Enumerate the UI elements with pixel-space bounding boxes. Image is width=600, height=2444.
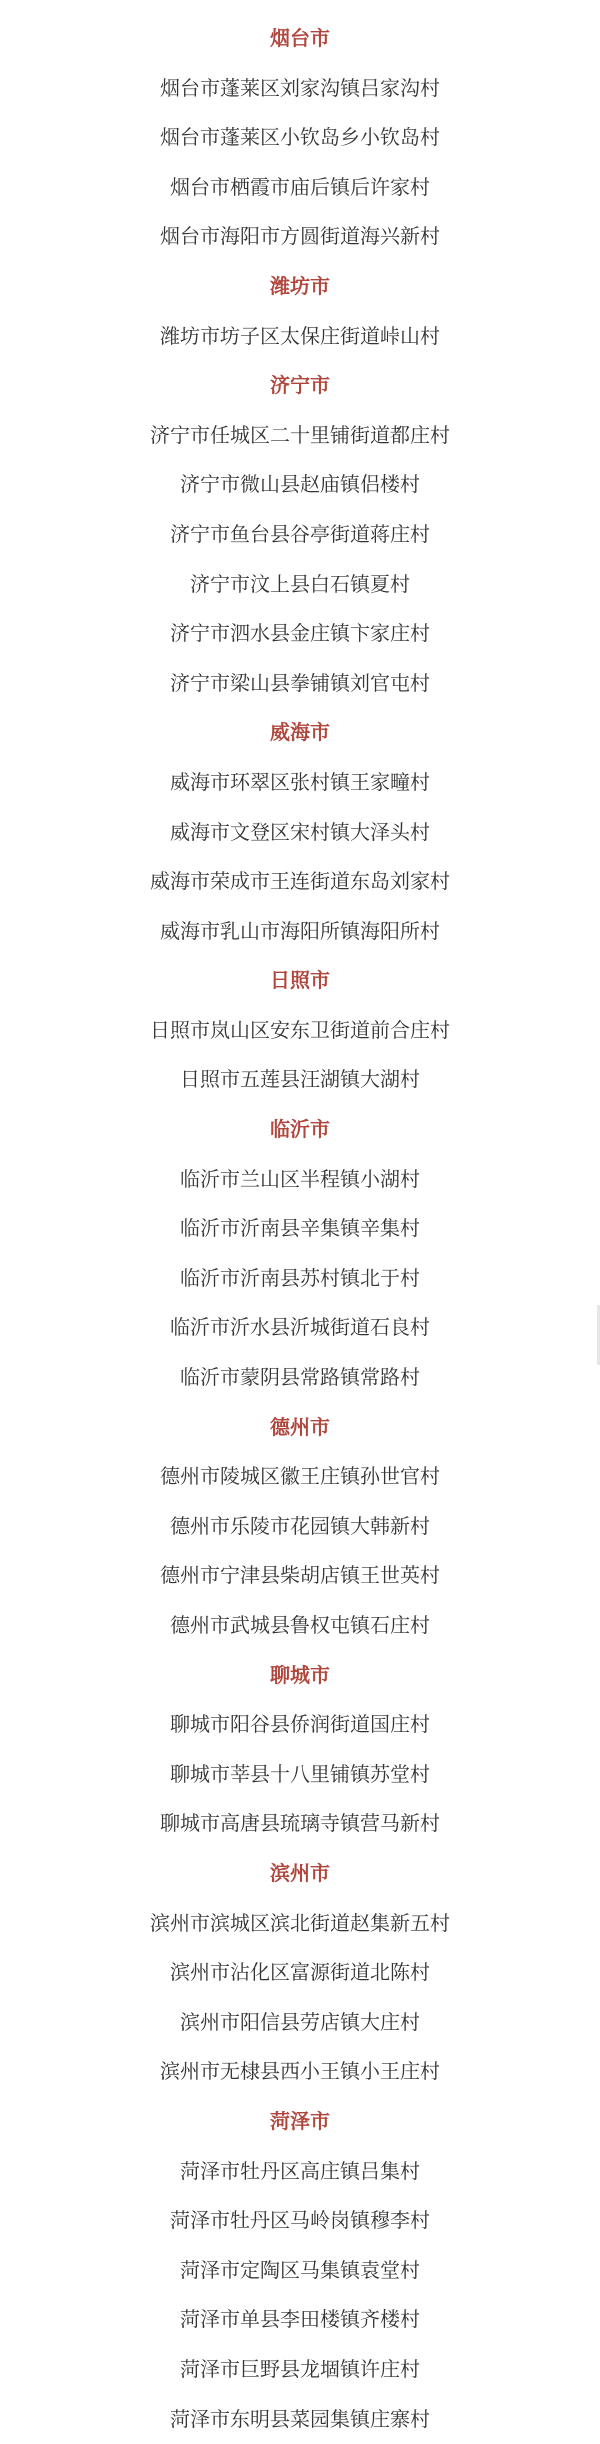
village-item: 菏泽市单县李田楼镇齐楼村 — [0, 2295, 600, 2345]
village-item: 德州市陵城区徽王庄镇孙世官村 — [0, 1452, 600, 1502]
village-item: 滨州市滨城区滨北街道赵集新五村 — [0, 1899, 600, 1949]
city-heading: 济宁市 — [0, 361, 600, 411]
city-heading: 滨州市 — [0, 1849, 600, 1899]
village-item: 菏泽市东明县菜园集镇庄寨村 — [0, 2395, 600, 2444]
village-item: 菏泽市定陶区马集镇袁堂村 — [0, 2246, 600, 2296]
village-item: 德州市宁津县柴胡店镇王世英村 — [0, 1551, 600, 1601]
village-item: 济宁市汶上县白石镇夏村 — [0, 560, 600, 610]
village-item: 临沂市兰山区半程镇小湖村 — [0, 1155, 600, 1205]
village-item: 济宁市微山县赵庙镇侣楼村 — [0, 460, 600, 510]
village-item: 烟台市栖霞市庙后镇后许家村 — [0, 163, 600, 213]
village-item: 临沂市沂南县辛集镇辛集村 — [0, 1204, 600, 1254]
village-item: 滨州市无棣县西小王镇小王庄村 — [0, 2047, 600, 2097]
village-item: 烟台市蓬莱区刘家沟镇吕家沟村 — [0, 64, 600, 114]
city-section — [0, 361, 600, 708]
village-item: 威海市荣成市王连街道东岛刘家村 — [0, 857, 600, 907]
city-section — [0, 1105, 600, 1403]
village-item: 日照市岚山区安东卫街道前合庄村 — [0, 1006, 600, 1056]
village-item: 聊城市莘县十八里铺镇苏堂村 — [0, 1750, 600, 1800]
city-section — [0, 1849, 600, 2097]
village-item: 聊城市高唐县琉璃寺镇营马新村 — [0, 1799, 600, 1849]
city-section — [0, 1651, 600, 1849]
city-heading: 烟台市 — [0, 14, 600, 64]
village-item: 临沂市蒙阴县常路镇常路村 — [0, 1353, 600, 1403]
village-item: 德州市武城县鲁权屯镇石庄村 — [0, 1601, 600, 1651]
city-section — [0, 708, 600, 956]
village-item: 烟台市海阳市方圆街道海兴新村 — [0, 212, 600, 262]
city-heading: 聊城市 — [0, 1651, 600, 1701]
village-item: 威海市环翠区张村镇王家疃村 — [0, 758, 600, 808]
village-item: 菏泽市牡丹区马岭岗镇穆李村 — [0, 2196, 600, 2246]
village-item: 潍坊市坊子区太保庄街道峠山村 — [0, 312, 600, 362]
city-section — [0, 956, 600, 1105]
village-item: 济宁市泗水县金庄镇卞家庄村 — [0, 609, 600, 659]
city-section — [0, 2097, 600, 2444]
city-heading: 德州市 — [0, 1403, 600, 1453]
city-section — [0, 262, 600, 361]
village-item: 威海市乳山市海阳所镇海阳所村 — [0, 907, 600, 957]
village-item: 济宁市任城区二十里铺街道都庄村 — [0, 411, 600, 461]
city-heading: 潍坊市 — [0, 262, 600, 312]
village-item: 德州市乐陵市花园镇大韩新村 — [0, 1502, 600, 1552]
village-item: 滨州市阳信县劳店镇大庄村 — [0, 1998, 600, 2048]
village-item: 聊城市阳谷县侨润街道国庄村 — [0, 1700, 600, 1750]
city-heading: 临沂市 — [0, 1105, 600, 1155]
village-item: 威海市文登区宋村镇大泽头村 — [0, 808, 600, 858]
village-item: 滨州市沾化区富源街道北陈村 — [0, 1948, 600, 1998]
city-section — [0, 14, 600, 262]
city-heading: 菏泽市 — [0, 2097, 600, 2147]
city-section — [0, 1403, 600, 1651]
village-item: 日照市五莲县汪湖镇大湖村 — [0, 1055, 600, 1105]
village-item: 济宁市梁山县拳铺镇刘官屯村 — [0, 659, 600, 709]
village-item: 临沂市沂南县苏村镇北于村 — [0, 1254, 600, 1304]
village-item: 临沂市沂水县沂城街道石良村 — [0, 1303, 600, 1353]
city-heading: 日照市 — [0, 956, 600, 1006]
village-item: 烟台市蓬莱区小钦岛乡小钦岛村 — [0, 113, 600, 163]
village-item: 菏泽市巨野县龙堌镇许庄村 — [0, 2345, 600, 2395]
city-heading: 威海市 — [0, 708, 600, 758]
village-item: 济宁市鱼台县谷亭街道蒋庄村 — [0, 510, 600, 560]
village-item: 菏泽市牡丹区高庄镇吕集村 — [0, 2147, 600, 2197]
